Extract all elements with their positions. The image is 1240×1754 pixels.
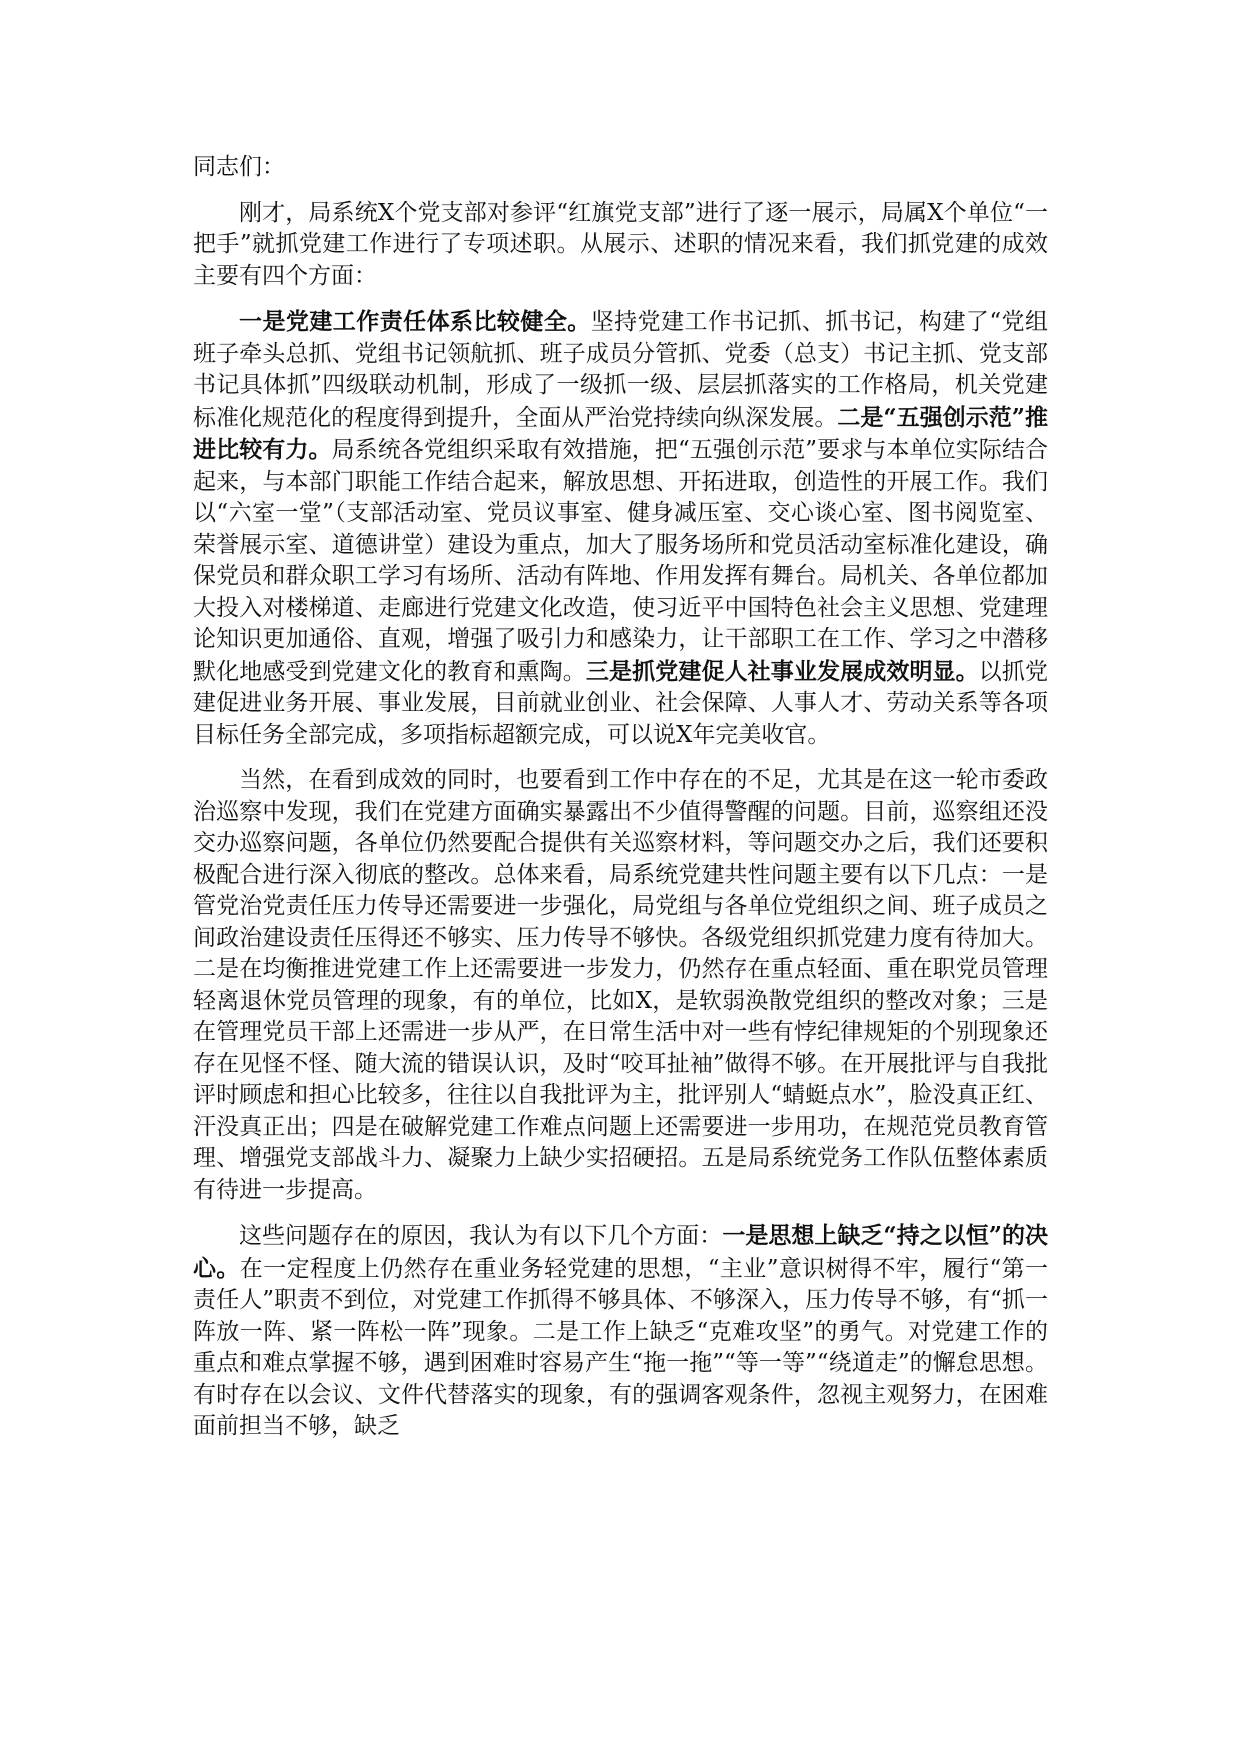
point-one-heading: 一是党建工作责任体系比较健全。 <box>239 308 591 335</box>
point-one-text: 坚持党建工作书记抓、抓书记，构建了“党组班子牵头总抓、党组书记领航抓、班子成员分管抓、党委（总支）书记主抓、党支部书记具体抓”四级联动机制，形成了一级抓一级、层层抓落实的工作格局，机关党建标准化规范化的程度得到提升，全面从严治党持续向纵深发展。 <box>193 309 1049 431</box>
document-page <box>193 152 1048 1457</box>
paragraph-achievements-intro: 刚才，局系统X个党支部对参评“红旗党支部”进行了逐一展示，局属X个单位“一把手”就抓党建工作进行了专项述职。从展示、述职的情况来看，我们抓党建的成效主要有四个方面： <box>193 199 1048 289</box>
salutation: 同志们： <box>193 154 285 180</box>
causes-text: 在一定程度上仍然存在重业务轻党建的思想，“主业”意识树得不牢，履行“第一责任人”职责不到位，对党建工作抓得不够具体、不够深入，压力传导不够，有“抓一阵放一阵、紧一阵松一阵”现象。二是工作上缺乏“克难攻坚”的勇气。对党建工作的重点和难点掌握不够，遇到困难时容易产生“拖一拖”“等一等”“绕道走”的懈怠思想。有时存在以会议、文件代替落实的现象，有的强调客观条件，忽视主观努力，在困难面前担当不够，缺乏 <box>193 1255 1048 1439</box>
point-three-heading: 三是抓党建促人社事业发展成效明显。 <box>585 657 979 685</box>
paragraph-causes <box>193 1220 1048 1443</box>
point-two-heading: 二是“五强创示范”推进比较有力。 <box>193 403 1048 463</box>
cause-one-heading: 一是思想上缺乏“持之以恒”的决心。 <box>193 1222 1048 1282</box>
point-two-text: 局系统各党组织采取有效措施，把“五强创示范”要求与本单位实际结合起来，与本部门职能工作结合起来，解放思想、开拓进取，创造性的开展工作。我们以“六室一堂”（支部活动室、党员议事室、健身减压室、交心谈心室、图书阅览室、荣誉展示室、道德讲堂）建设为重点，加大了服务场所和党员活动室标准化建设，确保党员和群众职工学习有场所、活动有阵地、作用发挥有舞台。局机关、各单位都加大投入对楼梯道、走廊进行党建文化改造，使习近平中国特色社会主义思想、党建理论知识更加通俗、直观，增强了吸引力和感染力，让干部职工在工作、学习之中潜移默化地感受到党建文化的教育和熏陶。 <box>193 437 1048 685</box>
paragraph-achievements <box>193 306 1048 751</box>
paragraph-problems: 当然，在看到成效的同时，也要看到工作中存在的不足，尤其是在这一轮市委政治巡察中发现，我们在党建方面确实暴露出不少值得警醒的问题。目前，巡察组还没交办巡察问题，各单位仍然要配合提供有关巡察材料，等问题交办之后，我们还要积极配合进行深入彻底的整改。总体来看，局系统党建共性问题主要有以下几点：一是管党治党责任压力传导还需要进一步强化，局党组与各单位党组织之间、班子成员之间政治建设责任压得还不够实、压力传导不够快。各级党组织抓党建力度有待加大。二是在均衡推进党建工作上还需要进一步发力，仍然存在重点轻面、重在职党员管理轻离退休党员管理的现象，有的单位，比如X，是软弱涣散党组织的整改对象；三是在管理党员干部上还需进一步从严，在日常生活中对一些有悖纪律规矩的个别现象还存在见怪不怪、随大流的错误认识，及时“咬耳扯袖”做得不够。在开展批评与自我批评时顾虑和担心比较多，往往以自我批评为主，批评别人“蜻蜓点水”，脸没真正红、汗没真正出；四是在破解党建工作难点问题上还需要进一步用功，在规范党员教育管理、增强党支部战斗力、凝聚力上缺少实招硬招。五是局系统党务工作队伍整体素质有待进一步提高。 <box>193 767 1048 1203</box>
causes-intro: 这些问题存在的原因，我认为有以下几个方面： <box>239 1223 723 1249</box>
point-three-text: 以抓党建促进业务开展、事业发展，目前就业创业、社会保障、人事人才、劳动关系等各项目标任务全部完成，多项指标超额完成，可以说X年完美收官。 <box>193 658 1049 748</box>
